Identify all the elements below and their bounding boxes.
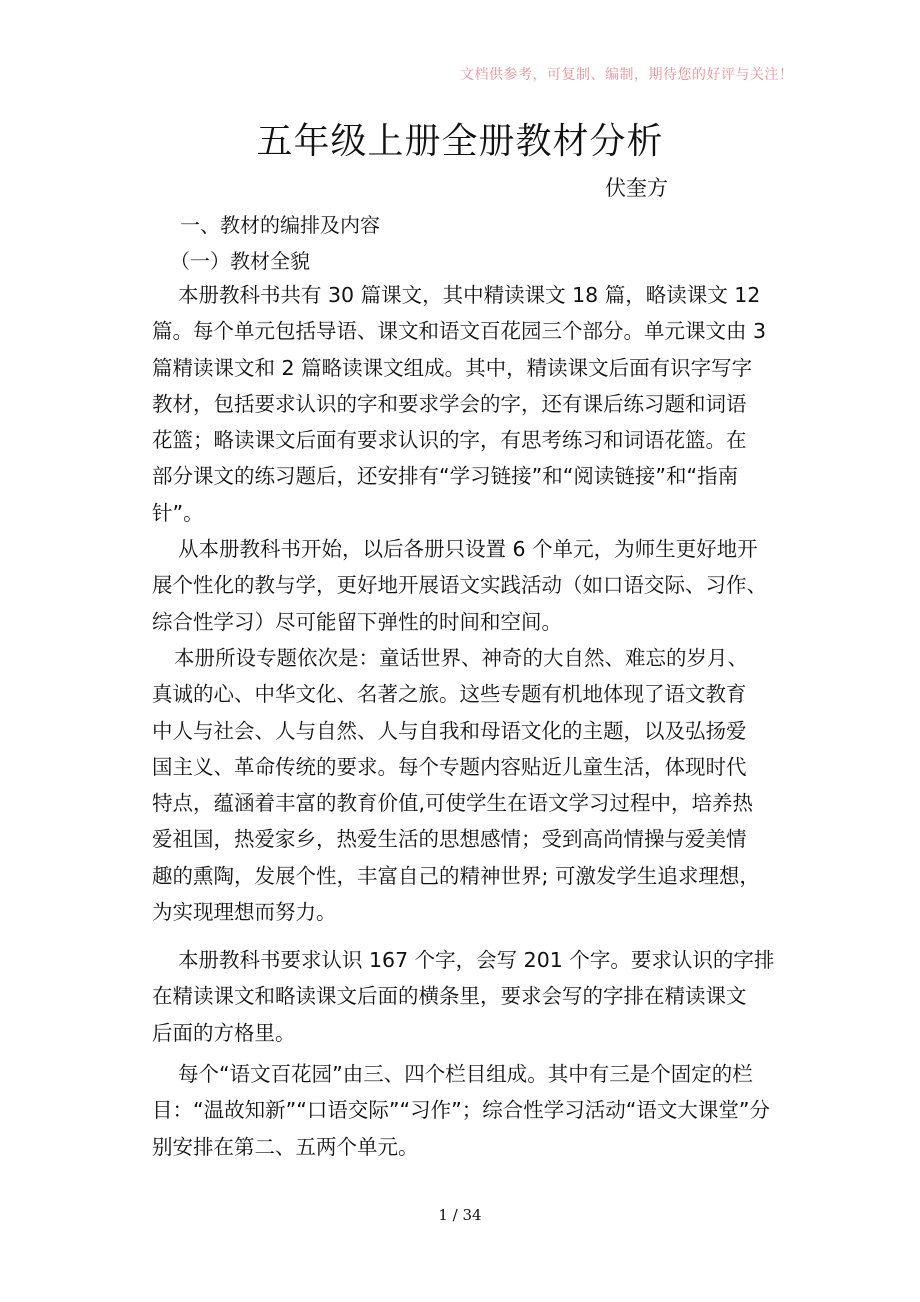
paragraph-line: 在精读课文和略读课文后面的横条里，要求会写的字排在精读课文	[152, 984, 747, 1009]
paragraph-line: 别安排在第二、五两个单元。	[152, 1134, 419, 1159]
paragraph-3	[152, 640, 792, 930]
paragraph-line: 本册教科书共有 30 篇课文，其中精读课文 18 篇，略读课文 12	[178, 283, 761, 307]
paragraph-line: 爱祖国，热爱家乡，热爱生活的思想感情；受到高尚情操与爱美情	[152, 827, 747, 852]
paragraph-line: 从本册教科书开始，以后各册只设置 6 个单元，为师生更好地开	[178, 537, 758, 561]
paragraph-line: 为实现理想而努力。	[152, 900, 337, 925]
paragraph-line: 趣的熏陶，发展个性，丰富自己的精神世界; 可激发学生追求理想，	[152, 863, 760, 888]
paragraph-line: 篇。每个单元包括导语、课文和语文百花园三个部分。单元课文由 3	[152, 319, 767, 344]
paragraph-line: 展个性化的教与学，更好地开展语文实践活动（如口语交际、习作、	[152, 573, 767, 598]
document-title: 五年级上册全册教材分析	[256, 121, 664, 162]
paragraph-4	[152, 942, 792, 1051]
paragraph-line: 中人与社会、人与自然、人与自我和母语文化的主题，以及弘扬爱	[152, 718, 747, 743]
paragraph-line: 部分课文的练习题后，还安排有“学习链接”和“阅读链接”和“指南	[152, 464, 739, 489]
paragraph-line: 每个“语文百花园”由三、四个栏目组成。其中有三是个固定的栏	[178, 1062, 753, 1086]
section-heading-1: 一、教材的编排及内容	[180, 213, 380, 237]
paragraph-5	[152, 1056, 792, 1165]
paragraph-1	[152, 277, 792, 531]
paragraph-line: 真诚的心、中华文化、名著之旅。这些专题有机地体现了语文教育	[152, 682, 747, 707]
paragraph-line: 后面的方格里。	[152, 1020, 296, 1045]
paragraph-line: 目：“温故知新”“口语交际”“习作”；综合性学习活动“语文大课堂”分	[152, 1098, 770, 1123]
paragraph-line: 花篮；略读课文后面有要求认识的字，有思考练习和词语花篮。在	[152, 428, 747, 453]
paragraph-line: 篇精读课文和 2 篇略读课文组成。其中，精读课文后面有识字写字	[152, 355, 753, 380]
paragraph-line: 针”。	[152, 500, 204, 525]
paragraph-line: 本册教科书要求认识 167 个字，会写 201 个字。要求认识的字排	[178, 948, 775, 972]
watermark-notice: 文档供参考，可复制、编制，期待您的好评与关注！	[460, 67, 794, 83]
paragraph-2	[152, 531, 792, 640]
paragraph-line: 特点，蕴涵着丰富的教育价值,可使学生在语文学习过程中，培养热	[152, 791, 754, 816]
paragraph-line: 本册所设专题依次是：童话世界、神奇的大自然、难忘的岁月、	[174, 646, 748, 670]
page-number: 1 / 34	[438, 1206, 482, 1224]
document-author: 伏奎方	[605, 176, 668, 200]
paragraph-line: 国主义、革命传统的要求。每个专题内容贴近儿童生活，体现时代	[152, 754, 747, 779]
section-heading-2: （一）教材全貌	[170, 249, 310, 273]
paragraph-line: 综合性学习）尽可能留下弹性的时间和空间。	[152, 609, 562, 634]
paragraph-line: 教材，包括要求认识的字和要求学会的字，还有课后练习题和词语	[152, 391, 747, 416]
